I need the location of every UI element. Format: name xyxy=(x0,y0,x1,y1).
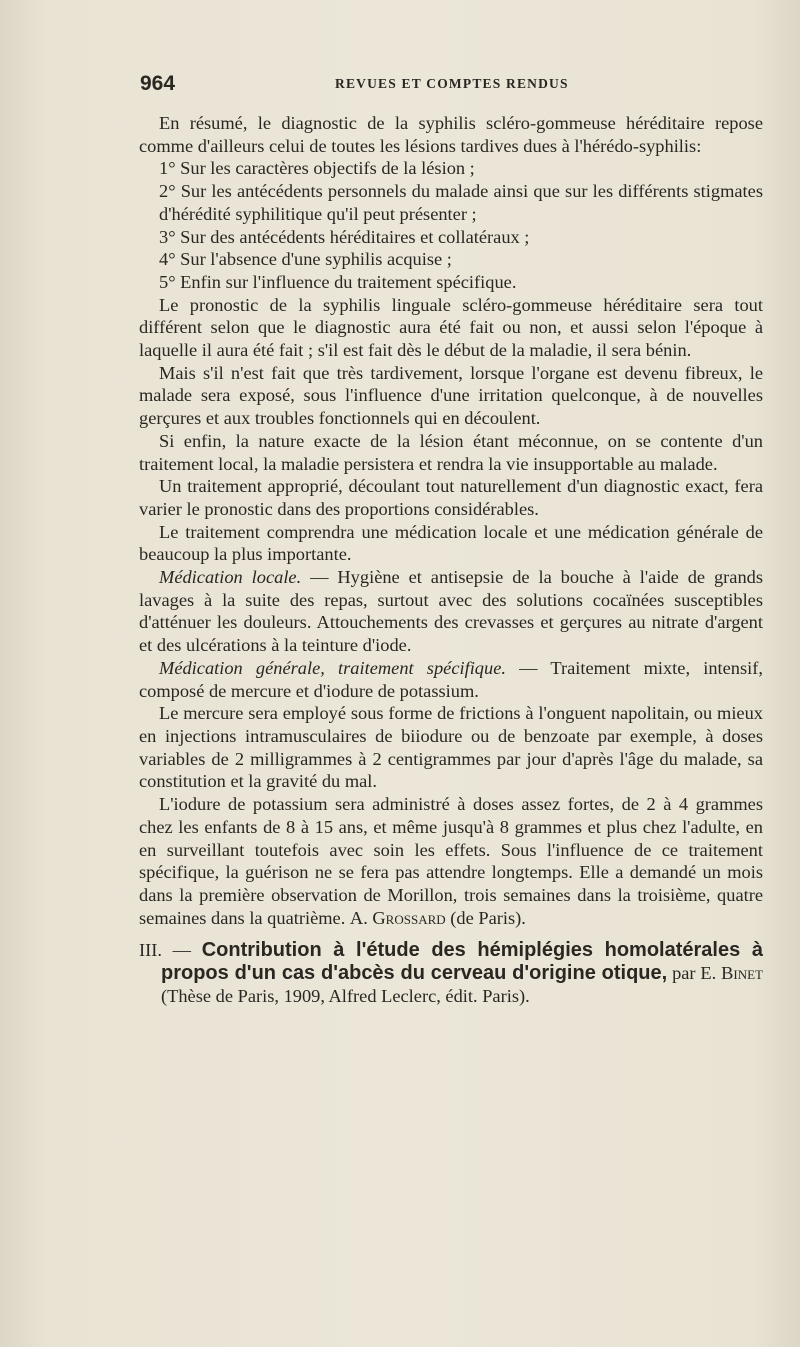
section-number: III. — xyxy=(139,940,192,961)
subheading-general: Médication générale, traitement spécifique. xyxy=(159,657,506,678)
page-header xyxy=(140,72,762,98)
running-title: REVUES ET COMPTES RENDUS xyxy=(335,76,569,91)
list-item: 5° Enfin sur l'influence du traitement spécifique. xyxy=(159,271,517,292)
paragraph: Si enfin, la nature exacte de la lésion étant méconnue, on se contente d'un traitement local, la maladie persistera et rendra la vie insupportable au malade. xyxy=(139,430,763,474)
list-item: 4° Sur l'absence d'une syphilis acquise ; xyxy=(159,249,452,270)
section-title: Contribution à l'étude des hémiplégies homolatérales à propos d'un cas d'abcès du cerveau d'origine otique, xyxy=(161,939,763,985)
list-item: 2° Sur les antécédents personnels du malade ainsi que sur les différents stigmates d'hérédité syphilitique qu'il peut présenter ; xyxy=(159,181,763,224)
paragraph-text: — Traitement mixte, intensif, composé de mercure et d'iodure de potassium. xyxy=(139,657,763,701)
list-item: 1° Sur les caractères objectifs de la lésion ; xyxy=(159,158,475,179)
section-citation: (Thèse de Paris, 1909, Alfred Leclerc, édit. Paris). xyxy=(161,986,530,1007)
section-by: par E. xyxy=(672,963,717,984)
author-place: (de Paris). xyxy=(450,907,526,928)
article-body xyxy=(139,112,763,1008)
paragraph: Mais s'il n'est fait que très tardivement, lorsque l'organe est devenu fibreux, le malade sera exposé, sous l'influence d'une irritation quelconque, à de nouvelles gerçures et aux troubles fonctionnels qui en découlent. xyxy=(139,362,763,429)
list-item: 3° Sur des antécédents héréditaires et collatéraux ; xyxy=(159,226,530,247)
page-number: 964 xyxy=(140,72,176,95)
subheading-local: Médication locale. xyxy=(159,567,302,588)
paragraph-text: — Hygiène et antisepsie de la bouche à l'aide de grands lavages à la suite des repas, surtout avec des solutions cocaïnées susceptibles d'atténuer les douleurs. Attouchements des crevasses et gerçures au nitrate d'argent et des ulcérations à la teinture d'iode. xyxy=(139,567,763,656)
paragraph xyxy=(139,566,763,657)
section-heading xyxy=(139,939,763,1008)
paragraph xyxy=(139,657,763,702)
paragraph xyxy=(139,793,763,929)
paragraph: Le mercure sera employé sous forme de frictions à l'onguent napolitain, ou mieux en injections intramusculaires de biiodure ou de benzoate par exemple, à doses variables de 2 milligrammes à 2 centigrammes par jour d'après l'âge du malade, sa constitution et la gravité du mal. xyxy=(139,703,763,792)
section-author: Binet xyxy=(721,963,763,984)
author-signature: A. Grossard xyxy=(349,907,446,928)
paragraph-text: L'iodure de potassium sera administré à doses assez fortes, de 2 à 4 grammes chez les enfants de 8 à 15 ans, et même jusqu'à 8 grammes et plus chez l'adulte, en en surveillant toutefois avec soin les effets. Sous l'influence de ce traitement spécifique, la guérison ne se fera pas attendre longtemps. Elle a demandé un mois dans la première observation de Morillon, trois semaines dans la troisième, quatre semaines dans la quatrième. xyxy=(139,794,763,928)
paragraph: En résumé, le diagnostic de la syphilis scléro-gommeuse héréditaire repose comme d'ailleurs celui de toutes les lésions tardives dues à l'hérédo-syphilis: xyxy=(139,113,763,156)
paragraph: Le traitement comprendra une médication locale et une médication générale de beaucoup la plus importante. xyxy=(139,521,763,565)
paragraph: Le pronostic de la syphilis linguale scléro-gommeuse héréditaire sera tout différent selon que le diagnostic aura été fait ou non, et aussi selon l'époque à laquelle il aura été fait ; s'il est fait dès le début de la maladie, il sera bénin. xyxy=(139,294,763,361)
paragraph: Un traitement approprié, découlant tout naturellement d'un diagnostic exact, fera varier le pronostic dans des proportions considérables. xyxy=(139,476,763,519)
